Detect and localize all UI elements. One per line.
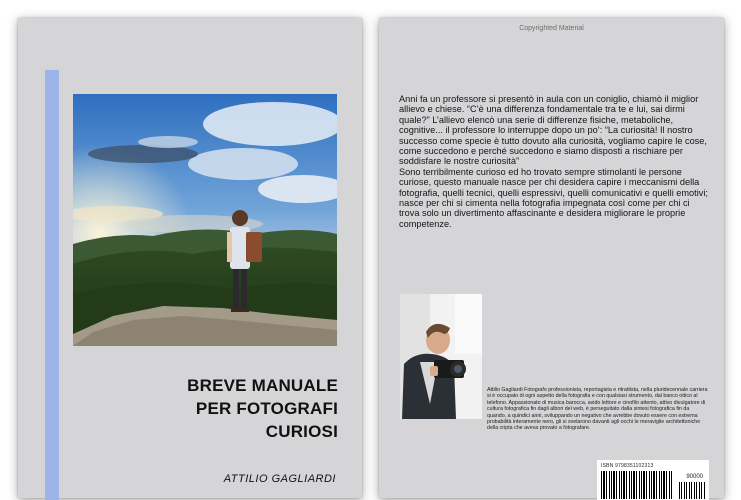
cover-photo <box>73 94 337 346</box>
isbn-number: ISBN 9798351102313 <box>601 463 654 469</box>
price-code: 90000 <box>686 474 703 480</box>
book-title <box>78 374 338 443</box>
price-barcode-bars <box>679 482 705 499</box>
blurb-paragraph-1: Anni fa un professore si presentò in aula con un coniglio, chiamò il miglior allievo e chiese. “C’è una differenza fondamentale tra te e lui, sai dirmi quale?” L’allievo elencò una serie di differenze fisiche, metaboliche, cognitive... il professore lo interruppe dopo un po’: “La curiosità! Il nostro successo come specie è tutto dovuto alla curiosità, vogliamo capire le cose, come succedono e perché succedono e siamo disposti a rischiare per soddisfare le nostre curiosità” <box>399 94 707 167</box>
blurb-paragraph-2: Sono terribilmente curioso ed ho trovato sempre stimolanti le persone curiose, questo manuale nasce per chi desidera capire i meccanismi della fotografia, quelli tecnici, quelli espressivi, quelli comunicativi e quelli emotivi; nasce per chi si cimenta nella fotografia impegnata così come per chi ci trova solo un divertimento affascinante e desidera migliorare le proprie competenze. <box>399 166 708 229</box>
title-line-1: BREVE MANUALE <box>187 376 338 395</box>
back-blurb <box>399 94 711 229</box>
front-cover <box>18 18 362 498</box>
barcode <box>597 460 709 500</box>
author-name: ATTILIO GAGLIARDI <box>223 473 336 485</box>
title-line-3: CURIOSI <box>265 422 338 441</box>
copyright-notice: Copyrighted Material <box>519 25 584 32</box>
barcode-bars <box>601 471 673 499</box>
back-cover <box>379 18 724 498</box>
accent-bar <box>45 70 59 500</box>
author-portrait <box>400 294 482 419</box>
author-bio: Attilio Gagliardi Fotografo professionista, reportagista e ritrattista, nella pluridecennale carriera si è occupato di ogni aspetto della fotografia e con qualsiasi strumento, dal banco ottico al telefono. Appassionato di musica barocca, avido lettore e cinofilo attento, attivo divulgatore di cultura fotografica fin dagli albori del web, è perseguitato dalla sintesi fotografica fin da quando, a quindici anni, sviluppando un negativo che avrebbe dovuto essere con estrema probabilità interamente nero, gli si svelarono davanti agli occhi le meraviglie architettoniche della cripta che aveva provato a fotografare. <box>487 387 708 432</box>
title-line-2: PER FOTOGRAFI <box>195 399 338 418</box>
